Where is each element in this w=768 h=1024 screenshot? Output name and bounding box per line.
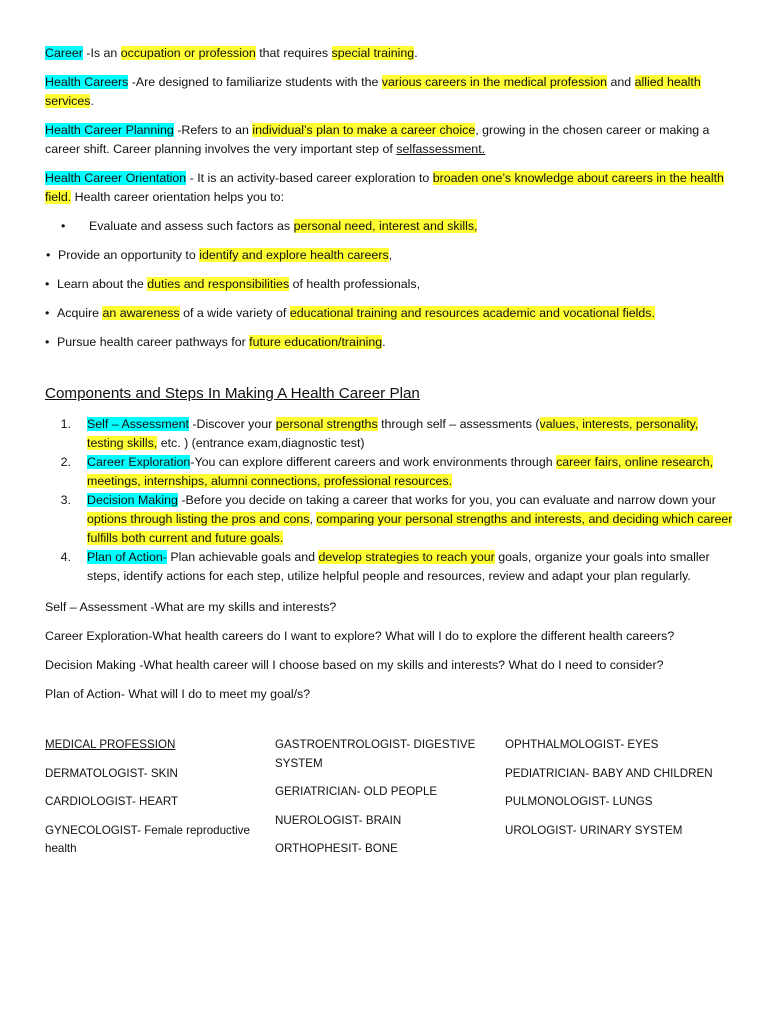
text: of health professionals, [289, 277, 421, 291]
bullet-dot: • [45, 306, 50, 320]
step-number: 4. [60, 550, 71, 564]
text: Acquire [57, 306, 103, 320]
bullet-item [45, 275, 735, 294]
text: through self – assessments ( [377, 417, 540, 431]
step-item [45, 548, 735, 586]
highlight: duties and responsibilities [147, 277, 290, 291]
bullet-dot: • [61, 219, 66, 233]
definition-career [45, 44, 735, 63]
step-item [45, 491, 735, 548]
text: -You can explore different careers and work environments through [190, 455, 557, 469]
term-highlight: Career Exploration [87, 455, 191, 469]
term-highlight: Health Career Orientation [45, 171, 187, 185]
bullet-item [45, 217, 735, 236]
profession-item: DERMATOLOGIST- SKIN [45, 766, 178, 780]
term-highlight: Self – Assessment [87, 417, 189, 431]
step-number: 1. [60, 417, 71, 431]
profession-item: UROLOGIST- URINARY SYSTEM [505, 823, 683, 837]
step-number: 3. [60, 493, 71, 507]
text: , growing in the chosen career or making a career shift. Career planning involves the very important step of [45, 123, 710, 156]
term-highlight: Health Careers [45, 75, 129, 89]
text: and [607, 75, 635, 89]
highlight: educational training and resources academic and vocational fields. [289, 306, 655, 320]
text: - It is an activity-based career exploration to [186, 171, 433, 185]
text: goals, organize your goals into smaller steps, identify actions for each step, utilize helpful people and resources, review and adapt your plan regularly. [87, 550, 710, 583]
term-highlight: Decision Making [87, 493, 178, 507]
highlight: special training [331, 46, 415, 60]
bullet-dot: • [45, 335, 50, 349]
text: -Before you decide on taking a career that works for you, you can evaluate and narrow down your [177, 493, 716, 507]
highlight: occupation or profession [120, 46, 256, 60]
definition-planning [45, 121, 735, 159]
bullet-item [45, 333, 735, 352]
professions-table [45, 736, 735, 869]
column-1 [45, 736, 275, 869]
profession-item: CARDIOLOGIST- HEART [45, 795, 179, 808]
text: . [414, 46, 418, 60]
step-number: 2. [60, 455, 71, 469]
highlight: values, interests, personality, testing skills, [87, 417, 699, 450]
profession-item: GERIATRICIAN- OLD PEOPLE [275, 785, 438, 798]
highlight: an awareness [102, 306, 180, 320]
text: of a wide variety of [179, 306, 290, 320]
text: , [309, 512, 317, 526]
definition-health-careers [45, 73, 735, 111]
profession-item: PEDIATRICIAN- BABY AND CHILDREN [505, 766, 713, 780]
text: -Discover your [188, 417, 276, 431]
bullet-item [45, 304, 735, 323]
highlight: broaden one’s knowledge about careers in the health field. [45, 171, 724, 204]
text: Provide an opportunity to [58, 248, 200, 262]
column-2 [275, 736, 505, 869]
text: -Is an [82, 46, 121, 60]
text: Pursue health career pathways for [57, 335, 250, 349]
highlight: individual’s plan to make a career choice [252, 123, 476, 137]
question: Self – Assessment -What are my skills and interests? [45, 600, 337, 614]
text: -Refers to an [173, 123, 253, 137]
profession-item: OPHTHALMOLOGIST- EYES [505, 738, 659, 751]
bullet-dot: • [46, 248, 51, 262]
text: Learn about the [57, 277, 148, 291]
text: Evaluate and assess such factors as [89, 219, 294, 233]
bullet-dot: • [45, 277, 50, 291]
term-highlight: Career [45, 46, 83, 60]
section-title: Components and Steps In Making A Health Career Plan [45, 385, 420, 402]
definition-orientation [45, 169, 735, 207]
text: that requires [255, 46, 332, 60]
profession-item: NUEROLOGIST- BRAIN [275, 813, 402, 827]
highlight: personal need, interest and skills, [293, 219, 478, 233]
highlight: comparing your personal strengths and interests, and deciding which career fulfills both current and future goals. [87, 512, 733, 545]
question: Decision Making -What health career will I choose based on my skills and interests? What do I need to consider? [45, 658, 664, 672]
text: . [90, 94, 94, 108]
term-highlight: Health Career Planning [45, 123, 174, 137]
column-3 [505, 736, 735, 869]
text: Health career orientation helps you to: [71, 190, 285, 204]
text: Plan achievable goals and [166, 550, 319, 564]
text: -Are designed to familiarize students with the [128, 75, 382, 89]
highlight: identify and explore health careers [199, 248, 389, 262]
question: Career Exploration-What health careers do I want to explore? What will I do to explore the different health careers? [45, 629, 675, 643]
highlight: future education/training [249, 335, 383, 349]
text: etc. ) (entrance exam,diagnostic test) [157, 436, 365, 450]
highlight: options through listing the pros and cons [87, 512, 310, 526]
bullet-item [45, 246, 735, 265]
highlight: allied health services [45, 75, 701, 108]
term-highlight: Plan of Action- [87, 550, 167, 564]
highlight: career fairs, online research, meetings, internships, alumni connections, professional resources. [87, 455, 714, 488]
document-page [45, 44, 735, 869]
step-item [45, 453, 735, 491]
highlight: develop strategies to reach your [318, 550, 495, 564]
question: Plan of Action- What will I do to meet my goal/s? [45, 687, 311, 701]
highlight: personal strengths [275, 417, 378, 431]
steps-list [45, 415, 735, 586]
highlight: various careers in the medical profession [381, 75, 608, 89]
column-heading: MEDICAL PROFESSION [45, 738, 176, 751]
text: . [382, 335, 386, 349]
text: , [388, 248, 393, 262]
profession-item: ORTHOPHESIT- BONE [275, 842, 398, 855]
profession-item: GYNECOLOGIST- Female reproductive health [45, 823, 250, 855]
step-item [45, 415, 735, 453]
profession-item: PULMONOLOGIST- LUNGS [505, 795, 653, 808]
profession-item: GASTROENTROLOGIST- DIGESTIVE SYSTEM [275, 738, 476, 770]
underlined-text: selfassessment. [396, 142, 486, 156]
